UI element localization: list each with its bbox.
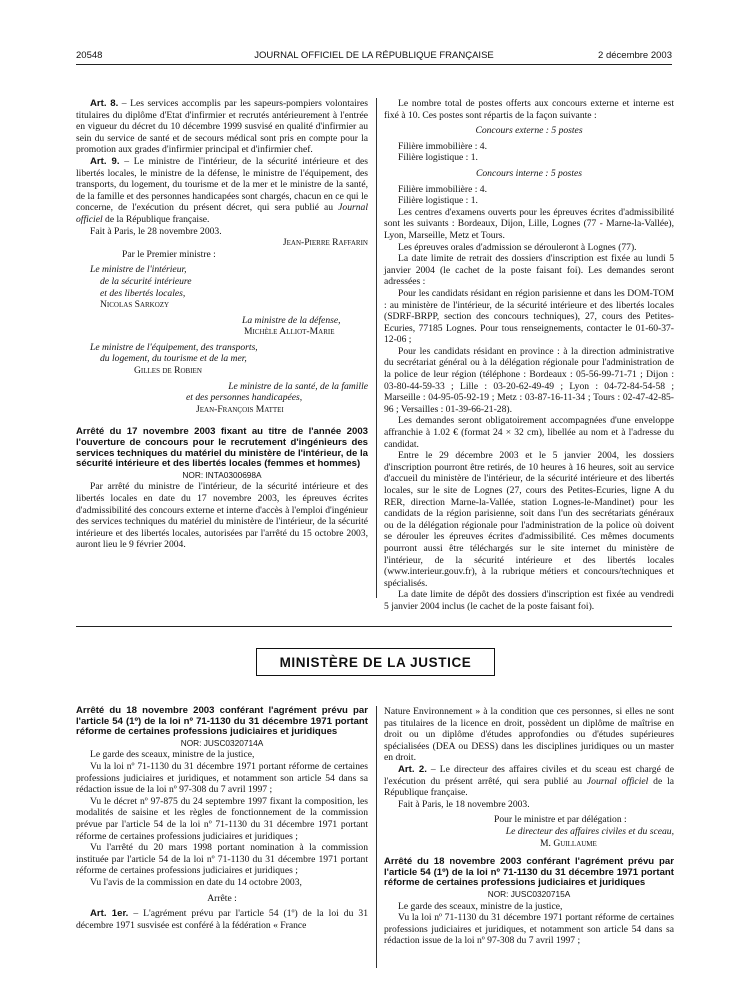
nor-code-1: NOR: JUSC0320714A	[180, 737, 264, 748]
top-right-column	[384, 98, 674, 613]
date-limite-retrait: La date limite de retrait des dossiers d'inscription est fixée au lundi 5 janvier 2004 (le cachet de la poste faisant foi). Les demandes seront adressées :	[384, 253, 674, 288]
fait-a-paris: Fait à Paris, le 28 novembre 2003.	[90, 225, 222, 237]
par-premier-ministre: Par le Premier ministre :	[122, 248, 216, 260]
article-8	[76, 98, 368, 156]
article-9-end: de la République française.	[102, 213, 210, 225]
article-1	[76, 908, 368, 931]
page-number: 20548	[76, 50, 103, 61]
issue-date: 2 décembre 2003	[598, 50, 672, 61]
column-divider-bottom	[376, 706, 377, 968]
signature-guillaume: M. Guillaume	[540, 837, 597, 849]
vu-arrete: Vu l'arrêté du 20 mars 1998 portant nomination à la commission instituée par l'article 54 de la loi nº 71-1130 du 31 décembre 1971 portant réforme de certaines professions judiciaires et juridiques ;	[76, 842, 368, 877]
journal-officiel-ref-2: Journal officiel	[586, 775, 649, 787]
journal-officiel-ref: Journal officiel	[76, 202, 368, 225]
candidats-province: Pour les candidats résidant en province : à la direction administrative du secrétariat général ou à la délégation régionale pour l'administration de la police de leur région (téléphone : Bordeaux : 05-56-99-71-71 ; Dijon : 03-80-44-59-33 ; Lille : 03-20-62-49-49 ; Lyon : 04-72-84-54-58 ; Marseille : 04-95-05-92-19 ; Metz : 03-87-16-11-34 ; Tours : 02-47-42-85-96 ; Versailles : 01-39-66-21-28).	[384, 345, 674, 415]
vu-loi-2: Vu la loi nº 71-1130 du 31 décembre 1971 portant réforme de certaines professions judiciaires et juridiques, et notamment son article 54 dans sa rédaction issue de la loi nº 97-308 du 7 avril 1997 ;	[384, 912, 674, 947]
concours-externe-title: Concours externe : 5 postes	[475, 125, 583, 137]
article-8-text: – Les services accomplis par les sapeurs-pompiers volontaires titulaires du diplôme d'Etat d'infirmier et recrutés antérieurement à l'entrée en vigueur du décret du 10 décembre 1999 susvisé en qualité d'infirmier au sein du service de santé et de secours médical sont pris en compte pour la promotion aux grades d'infirmier principal et d'infirmier chef.	[76, 98, 368, 156]
header-rule	[76, 64, 672, 65]
article-9	[76, 156, 368, 226]
fait-a-paris-2: Fait à Paris, le 18 novembre 2003.	[398, 798, 530, 810]
journal-title: JOURNAL OFFICIEL DE LA RÉPUBLIQUE FRANÇAISE	[254, 50, 494, 61]
article-1-label: Art. 1er.	[90, 908, 129, 920]
min-defense-name: Michèle Alliot-Marie	[244, 326, 335, 338]
bottom-right-column	[384, 706, 674, 947]
externe-logistique: Filière logistique : 1.	[398, 152, 478, 164]
interne-logistique: Filière logistique : 1.	[398, 195, 478, 207]
min-interieur-line2: de la sécurité intérieure	[100, 275, 192, 287]
arrete-body: Par arrêté du ministre de l'intérieur, de la sécurité intérieure et des libertés locales en date du 17 novembre 2003, les épreuves écrites d'admissibilité des concours externe et interne d'accès à l'emploi d'ingénieur des services techniques du matériel du ministère de l'intérieur, de la sécurité intérieure et des libertés locales, autorisées par l'arrêté du 15 octobre 2003, auront lieu le 9 février 2004.	[76, 481, 368, 551]
vu-avis: Vu l'avis de la commission en date du 14 octobre 2003,	[90, 876, 302, 888]
vu-decret: Vu le décret nº 97-875 du 24 septembre 1997 fixant la composition, les modalités de saisine et les règles de fonctionnement de la commission prévue par l'article 54 de la loi nº 71-1130 du 31 décembre 1971 portant réforme de certaines professions judiciaires et juridiques ;	[76, 795, 368, 842]
concours-interne-title: Concours interne : 5 postes	[475, 167, 583, 179]
article-2-text: – Le directeur des affaires civiles et du sceau est chargé de l'exécution du présent arrêté, qui sera publié au	[384, 763, 674, 787]
par-delegation: Pour le ministre et par délégation :	[494, 814, 627, 826]
article-2-end: de la République française.	[384, 775, 674, 799]
postes-total: Le nombre total de postes offerts aux concours externe et interne est fixé à 10. Ces postes sont répartis de la façon suivante :	[384, 98, 674, 121]
arrete-title-agrement-1: Arrêté du 18 novembre 2003 conférant l'agrément prévu par l'article 54 (1º) de la loi nº 71-1130 du 31 décembre 1971 portant réforme de certaines professions judiciaires et juridiques	[76, 705, 368, 738]
article-2	[384, 764, 674, 799]
centres-examens: Les centres d'examens ouverts pour les épreuves écrites d'admissibilité sont les suivants : Bordeaux, Dijon, Lille, Lognes (77 - Marne-la-Vallée), Lyon, Marseille, Metz et Tours.	[384, 206, 674, 241]
vu-loi: Vu la loi nº 71-1130 du 31 décembre 1971 portant réforme de certaines professions judiciaires et juridiques, et notamment son article 54 dans sa rédaction issue de la loi nº 97-308 du 7 avril 1997 ;	[76, 760, 368, 796]
retrait-dossiers: Entre le 29 décembre 2003 et le 5 janvier 2004, les dossiers d'inscription pourront être retirés, de 10 heures à 16 heures, soit au service d'accueil du ministère de l'intérieur, de la sécurité intérieure et des libertés locales, sur le site de Lognes (27, cours des Petites-Ecuries, ligne A du RER, direction Marne-la-Vallée, station Lognes-le-Mandinet) pour les candidats de la région parisienne, soit dans l'un des secrétariats généraux ou de la délégation régionale pour l'administration de la police où doivent se dérouler les épreuves écrites d'admissibilité. Ces mêmes documents pourront aussi être téléchargés sur le site internet du ministère de l'intérieur, de la sécurité intérieure et des libertés locales (www.interieur.gouv.fr), à la rubrique métiers et concours/techniques et spécialisés.	[384, 450, 674, 589]
article-1-text: – L'agrément prévu par l'article 54 (1º) de la loi du 31 décembre 1971 susvisée est conféré à la fédération « France	[76, 908, 368, 931]
nor-code-2: NOR: JUSC0320715A	[487, 888, 571, 899]
min-sante-line1: Le ministre de la santé, de la famille	[228, 380, 368, 392]
externe-immobiliere: Filière immobilière : 4.	[398, 140, 487, 152]
article-9-label: Art. 9.	[90, 155, 120, 167]
ministry-banner	[256, 648, 495, 676]
bottom-left-column	[76, 706, 368, 931]
epreuves-orales: Les épreuves orales d'admission se dérouleront à Lognes (77).	[398, 241, 637, 253]
signature-prime-minister: Jean-Pierre Raffarin	[282, 237, 368, 249]
arrete-title-agrement-2: Arrêté du 18 novembre 2003 conférant l'agrément prévu par l'article 54 (1º) de la loi nº 71-1130 du 31 décembre 1971 portant réforme de certaines professions judiciaires et juridiques	[384, 856, 674, 889]
nor-code: NOR: INTA0300698A	[182, 469, 262, 480]
garde-des-sceaux-2: Le garde des sceaux, ministre de la justice,	[398, 900, 563, 912]
nature-environnement: Nature Environnement » à la condition que ces personnes, si elles ne sont pas titulaires de la licence en droit, possèdent un diplôme de maîtrise en droit ou un diplôme d'études approfondies ou d'études supérieures spécialisées (DEA ou DESS) dans les disciplines juridiques ou un master en droit.	[384, 706, 674, 764]
date-limite-depot: La date limite de dépôt des dossiers d'inscription est fixée au vendredi 5 janvier 2004 inclus (le cachet de la poste faisant foi).	[384, 589, 674, 612]
garde-des-sceaux: Le garde des sceaux, ministre de la justice,	[90, 749, 255, 761]
page-header	[76, 50, 672, 64]
column-divider	[376, 98, 377, 598]
directeur-affaires-civiles: Le directeur des affaires civiles et du sceau,	[505, 825, 674, 837]
min-sante-line2: et des personnes handicapées,	[186, 392, 303, 404]
arrete-label: Arrête :	[207, 892, 237, 904]
min-interieur-line3: et des libertés locales,	[100, 287, 186, 299]
interne-immobiliere: Filière immobilière : 4.	[398, 183, 487, 195]
article-2-label: Art. 2.	[398, 763, 427, 775]
min-defense-line1: La ministre de la défense,	[242, 314, 341, 326]
min-equipement-line1: Le ministre de l'équipement, des transports,	[90, 341, 258, 353]
article-9-text: – Le ministre de l'intérieur, de la sécurité intérieure et des libertés locales, le ministre de la défense, le ministre de l'équipement, des transports, du logement, du tourisme et de la mer et le ministre de la santé, de la famille et des personnes handicapées sont chargés, chacun en ce qui le concerne, de l'exécution du présent décret, qui sera publié au	[76, 155, 368, 214]
min-sante-name: Jean-François Mattei	[196, 403, 284, 415]
min-interieur-line1: Le ministre de l'intérieur,	[90, 264, 187, 276]
candidats-region-parisienne: Pour les candidats résidant en région parisienne et dans les DOM-TOM : au ministère de l'intérieur, de la sécurité intérieure et des libertés locales (SDRF-BRPP, section des concours techniques), 27, cours des Petites-Ecuries, 77185 Lognes. Pour tous renseignements, contacter le 01-60-37-12-06 ;	[384, 287, 674, 346]
min-equipement-name: Gilles de Robien	[134, 365, 202, 377]
top-left-column	[76, 98, 368, 551]
enveloppe-affranchie: Les demandes seront obligatoirement accompagnées d'une enveloppe affranchie à 1.02 € (format 24 × 32 cm), libellée au nom et à l'adresse du candidat.	[384, 415, 674, 450]
ministry-banner-text: MINISTÈRE DE LA JUSTICE	[279, 654, 472, 670]
min-interieur-name: Nicolas Sarkozy	[100, 299, 170, 311]
arrete-title-concours: Arrêté du 17 novembre 2003 fixant au titre de l'année 2003 l'ouverture de concours pour le recrutement d'ingénieurs des services techniques du matériel du ministère de l'intérieur, de la sécurité intérieure et des libertés locales (femmes et hommes)	[76, 426, 368, 470]
min-equipement-line2: du logement, du tourisme et de la mer,	[100, 353, 247, 365]
article-8-label: Art. 8.	[90, 98, 119, 109]
banner-rule-top	[76, 626, 672, 627]
